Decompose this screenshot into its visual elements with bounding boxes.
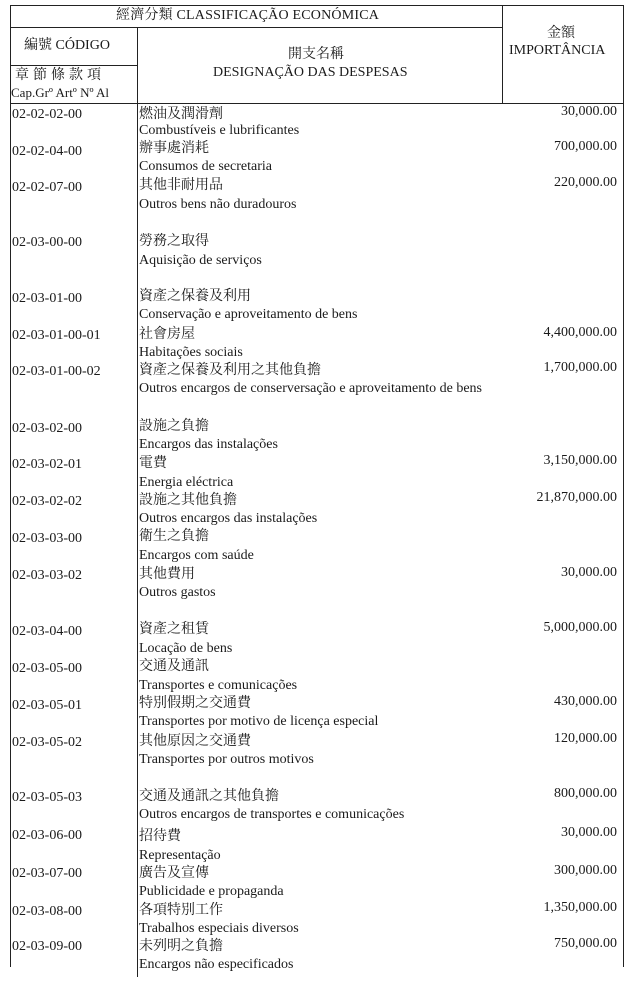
row-code: 02-03-01-00 (12, 291, 82, 306)
row-description-zh: 其他原因之交通費 (139, 734, 251, 749)
row-amount: 700,000.00 (554, 139, 617, 154)
row-description-zh: 勞務之取得 (139, 234, 209, 249)
row-description-pt: Habitações sociais (139, 345, 243, 360)
row-description-zh: 社會房屋 (139, 327, 195, 342)
header-top-border (10, 5, 503, 6)
row-description-pt: Encargos com saúde (139, 548, 254, 563)
row-description-zh: 其他非耐用品 (139, 178, 223, 193)
row-description-zh: 設施之負擔 (139, 419, 209, 434)
code-heading: 編號 CÓDIGO (24, 38, 110, 53)
row-amount: 4,400,000.00 (543, 325, 617, 340)
row-code: 02-03-02-02 (12, 494, 82, 509)
code-column-divider (137, 27, 138, 977)
left-border (10, 5, 11, 967)
units-heading-zh: 章節條款項 (15, 68, 105, 83)
amount-heading-zh: 金額 (547, 26, 575, 41)
row-description-zh: 各項特別工作 (139, 903, 223, 918)
row-description-pt: Outros encargos de transportes e comunicações (139, 807, 405, 822)
row-description-pt: Encargos das instalações (139, 437, 278, 452)
row-description-zh: 資產之租賃 (139, 622, 209, 637)
row-code: 02-03-03-00 (12, 531, 82, 546)
row-description-pt: Trabalhos especiais diversos (139, 921, 299, 936)
econ-underline (10, 27, 503, 28)
row-code: 02-03-05-03 (12, 790, 82, 805)
row-description-pt: Locação de bens (139, 641, 233, 656)
econ-classification-heading: 經濟分類 CLASSIFICAÇÃO ECONÓMICA (116, 8, 380, 23)
row-description-zh: 其他費用 (139, 567, 195, 582)
row-amount: 750,000.00 (554, 936, 617, 951)
row-amount: 1,700,000.00 (543, 360, 617, 375)
units-heading-pt: Cap.Grº Artº Nº Al (11, 85, 110, 100)
row-description-zh: 設施之其他負擔 (139, 493, 237, 508)
row-code: 02-03-05-01 (12, 698, 82, 713)
row-code: 02-03-08-00 (12, 904, 82, 919)
row-amount: 21,870,000.00 (536, 490, 617, 505)
row-description-pt: Aquisição de serviços (139, 253, 262, 268)
row-code: 02-02-04-00 (12, 144, 82, 159)
row-code: 02-03-05-02 (12, 735, 82, 750)
designation-heading-zh: 開支名稱 (288, 47, 344, 62)
row-description-pt: Representação (139, 848, 221, 863)
row-description-pt: Energia eléctrica (139, 475, 234, 490)
row-amount: 430,000.00 (554, 694, 617, 709)
row-description-zh: 資產之保養及利用之其他負擔 (139, 363, 321, 378)
row-code: 02-03-01-00-02 (12, 364, 101, 379)
row-amount: 30,000.00 (561, 825, 617, 840)
row-description-pt: Publicidade e propaganda (139, 884, 284, 899)
row-code: 02-03-02-00 (12, 421, 82, 436)
row-description-zh: 交通及通訊之其他負擔 (139, 789, 279, 804)
right-border (623, 5, 624, 967)
row-code: 02-03-02-01 (12, 457, 82, 472)
header-bottom-border (10, 103, 624, 104)
row-code: 02-03-00-00 (12, 235, 82, 250)
row-code: 02-03-03-02 (12, 568, 82, 583)
row-amount: 120,000.00 (554, 731, 617, 746)
row-description-pt: Outros encargos das instalações (139, 511, 318, 526)
row-code: 02-03-04-00 (12, 624, 82, 639)
row-description-pt: Conservação e aproveitamento de bens (139, 307, 358, 322)
row-description-zh: 辦事處消耗 (139, 141, 209, 156)
row-description-zh: 交通及通訊 (139, 659, 209, 674)
row-description-zh: 未列明之負擔 (139, 939, 223, 954)
row-description-zh: 衛生之負擔 (139, 529, 209, 544)
row-description-zh: 電費 (139, 456, 167, 471)
row-description-pt: Outros encargos de conserversação e aproveitamento de bens (139, 381, 482, 396)
row-code: 02-03-05-00 (12, 661, 82, 676)
row-amount: 5,000,000.00 (543, 620, 617, 635)
row-code: 02-02-07-00 (12, 180, 82, 195)
row-code: 02-02-02-00 (12, 107, 82, 122)
row-description-pt: Consumos de secretaria (139, 159, 272, 174)
amount-heading-pt: IMPORTÂNCIA (509, 43, 606, 58)
row-description-zh: 廣告及宣傳 (139, 866, 209, 881)
row-amount: 1,350,000.00 (543, 900, 617, 915)
row-description-zh: 資產之保養及利用 (139, 289, 251, 304)
row-description-pt: Transportes por motivo de licença especial (139, 714, 379, 729)
row-description-pt: Transportes e comunicações (139, 678, 298, 693)
row-description-pt: Encargos não especificados (139, 957, 294, 972)
row-amount: 3,150,000.00 (543, 453, 617, 468)
row-code: 02-03-01-00-01 (12, 328, 101, 343)
row-description-pt: Combustíveis e lubrificantes (139, 123, 300, 138)
row-code: 02-03-09-00 (12, 939, 82, 954)
row-code: 02-03-07-00 (12, 866, 82, 881)
row-amount: 220,000.00 (554, 175, 617, 190)
row-description-zh: 招待費 (139, 829, 181, 844)
row-description-pt: Outros gastos (139, 585, 216, 600)
row-amount: 300,000.00 (554, 863, 617, 878)
row-code: 02-03-06-00 (12, 828, 82, 843)
row-amount: 30,000.00 (561, 565, 617, 580)
designation-heading-pt: DESIGNAÇÃO DAS DESPESAS (213, 65, 408, 80)
row-description-pt: Transportes por outros motivos (139, 752, 314, 767)
row-amount: 800,000.00 (554, 786, 617, 801)
code-units-divider (10, 65, 138, 66)
row-description-zh: 燃油及潤滑劑 (139, 107, 223, 122)
amount-column-divider (502, 5, 503, 104)
row-description-zh: 特別假期之交通費 (139, 696, 251, 711)
row-description-pt: Outros bens não duradouros (139, 197, 297, 212)
row-amount: 30,000.00 (561, 104, 617, 119)
amount-top-border (502, 5, 623, 6)
